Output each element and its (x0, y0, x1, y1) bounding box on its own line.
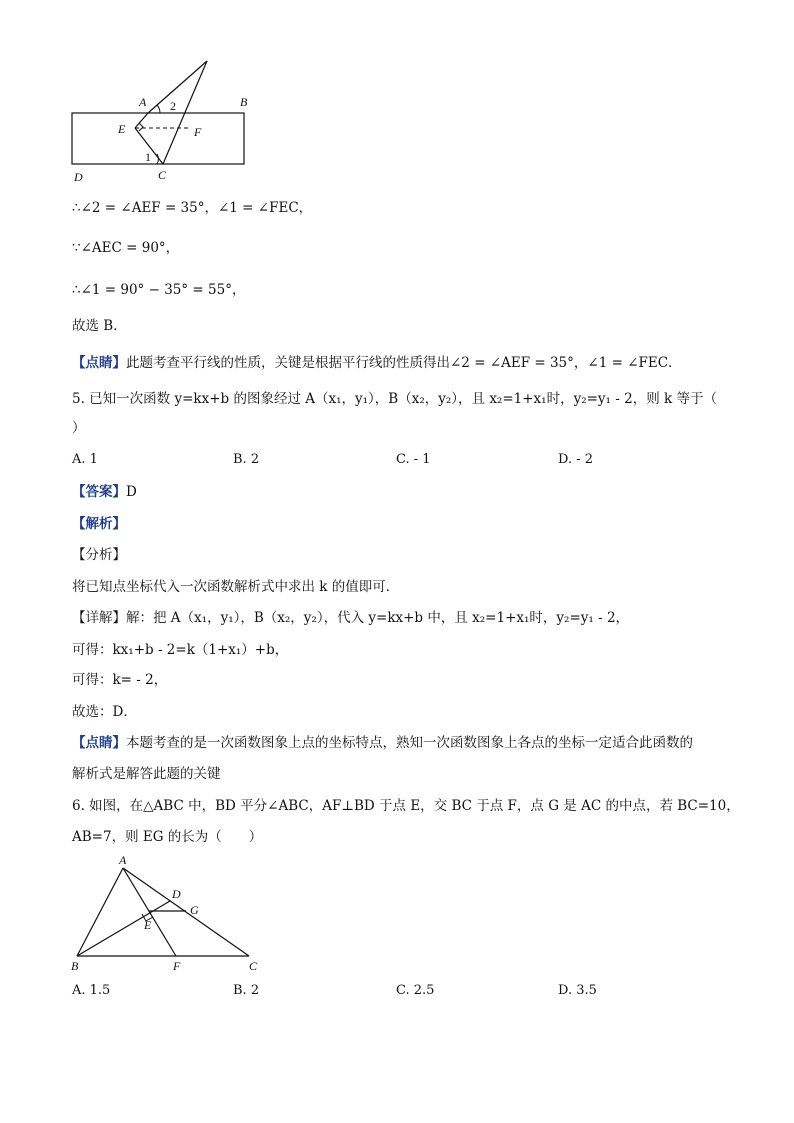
comment-text: 此题考查平行线的性质，关键是根据平行线的性质得出∠2 = ∠AEF = 35°，∠1 = ∠FEC． (126, 355, 682, 371)
q5-step-2: 可得：k= - 2， (72, 672, 168, 688)
q5-option-a: A. 1 (72, 452, 98, 467)
label-d: D (74, 170, 83, 184)
q5-step-3: 故选：D． (72, 704, 137, 720)
figure-rectangle-triangle (60, 55, 270, 190)
label-2: 2 (170, 99, 176, 113)
label-e: E (118, 122, 126, 136)
figure-triangle-abc (62, 848, 277, 973)
detail-text: 解：把 A（x₁，y₁），B（x₂，y₂），代入 y=kx+b 中，且 x₂=1+x₁时，y₂=y₁ - 2， (126, 610, 630, 626)
q6-stem-2: AB=7，则 EG 的长为（ ） (72, 829, 263, 845)
q6-option-c: C. 2.5 (396, 983, 435, 998)
q6-option-a: A. 1.5 (72, 983, 111, 998)
q5-analysis-tag: 【解析】 (72, 516, 126, 532)
q6-option-d: D. 3.5 (558, 983, 597, 998)
comment-tag: 【点睛】 (72, 355, 126, 371)
q5-comment-tag: 【点睛】 (72, 735, 126, 751)
solution-line-1: ∴∠2 = ∠AEF = 35°，∠1 = ∠FEC， (72, 200, 313, 216)
label-c: C (249, 959, 258, 973)
segment-af (123, 868, 176, 956)
label-d: D (172, 887, 181, 901)
label-1: 1 (145, 150, 151, 164)
q5-comment-2: 解析式是解答此题的关键 (72, 766, 221, 782)
angle-2-arc (157, 105, 160, 113)
q5-fenxi: 将已知点坐标代入一次函数解析式中求出 k 的值即可． (72, 579, 400, 595)
solution-line-4: 故选 B． (72, 318, 127, 334)
detail-tag: 【详解】 (72, 610, 126, 626)
label-a: A (139, 95, 147, 109)
q5-stem-2: ） (72, 420, 86, 436)
right-angle-mark (139, 123, 143, 131)
q6-option-b: B. 2 (233, 983, 260, 998)
label-a: A (119, 853, 127, 867)
label-b: B (240, 95, 248, 109)
label-b: B (71, 959, 79, 973)
q5-step-1: 可得：kx₁+b - 2=k（1+x₁）+b， (72, 642, 289, 658)
answer-tag: 【答案】 (72, 484, 126, 500)
q5-detail (72, 608, 629, 628)
label-g: G (190, 903, 199, 917)
q5-comment-text: 本题考查的是一次函数图象上点的坐标特点，熟知一次函数图象上各点的坐标一定适合此函数的 (126, 735, 693, 751)
label-c: C (158, 168, 167, 182)
label-f: F (173, 959, 181, 973)
label-e: E (144, 918, 152, 932)
q5-option-b: B. 2 (233, 452, 260, 467)
prev-comment (72, 353, 682, 373)
label-f: F (194, 125, 202, 139)
answer-value: D (126, 484, 137, 500)
q5-answer (72, 482, 137, 502)
angle-1-arc (157, 154, 158, 164)
q5-stem-1: 5. 已知一次函数 y=kx+b 的图象经过 A（x₁，y₁），B（x₂，y₂），且 x₂=1+x₁时，y₂=y₁ - 2，则 k 等于（ (72, 391, 717, 407)
solution-line-3: ∴∠1 = 90° − 35° = 55°， (72, 282, 246, 298)
q5-fenxi-tag: 【分析】 (72, 547, 126, 563)
q5-comment-1 (72, 733, 693, 753)
q6-stem-1: 6. 如图，在△ABC 中，BD 平分∠ABC，AF⊥BD 于点 E，交 BC 于点 F，点 G 是 AC 的中点，若 BC=10， (72, 798, 740, 814)
solution-line-2: ∵∠AEC = 90°， (72, 240, 180, 256)
q5-option-c: C. - 1 (396, 452, 431, 467)
q5-option-d: D. - 2 (558, 452, 594, 467)
side-ac (123, 868, 249, 956)
